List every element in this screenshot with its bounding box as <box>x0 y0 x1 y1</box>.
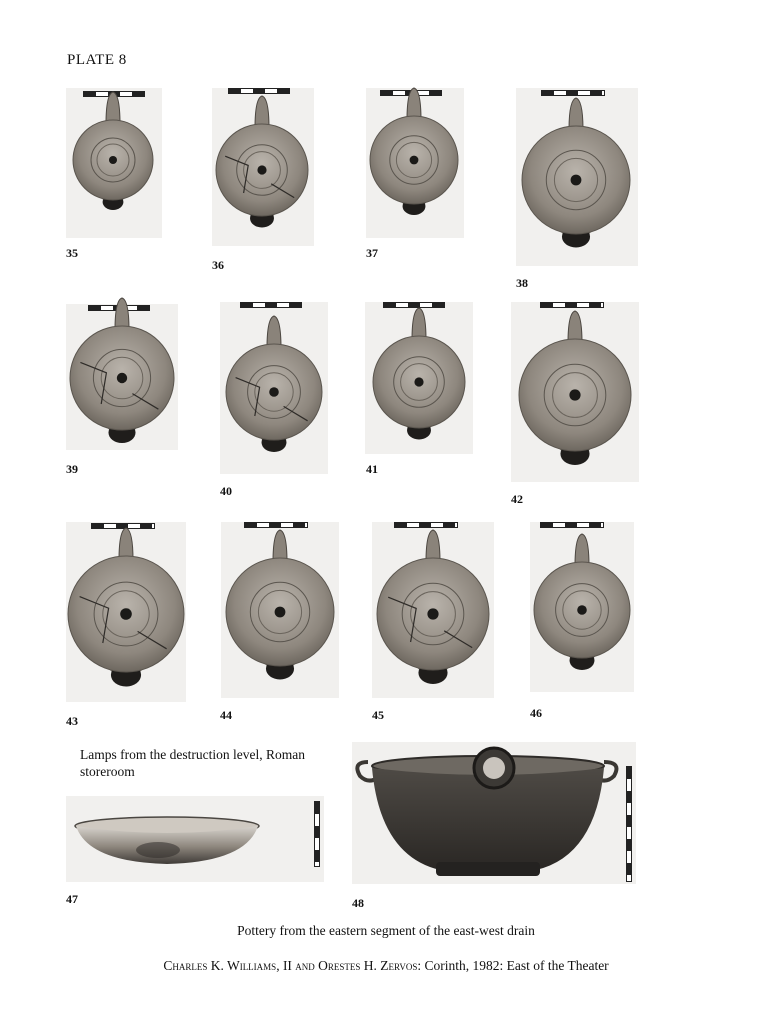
dish-47 <box>75 817 259 864</box>
figure-number: 42 <box>511 492 523 506</box>
lamp-46 <box>534 534 630 670</box>
lamp-41 <box>373 308 465 439</box>
figure-number: 39 <box>66 462 78 476</box>
lamps-caption-line-1: Lamps from the destruction level, Roman <box>80 747 305 762</box>
lamp-43 <box>68 528 184 687</box>
figure-number: 41 <box>366 462 378 476</box>
figure-number: 36 <box>212 258 224 272</box>
figure-number: 46 <box>530 706 542 720</box>
lamp-44 <box>226 530 334 680</box>
lamp-42 <box>519 311 631 465</box>
credit-authors: Charles K. Williams, II and Orestes H. Zervos <box>163 958 418 973</box>
lamp-45 <box>377 530 489 684</box>
figure-number: 44 <box>220 708 232 722</box>
lamps-caption-line-2: storeroom <box>80 764 135 779</box>
figure-number: 37 <box>366 246 378 260</box>
pottery-caption: Pottery from the eastern segment of the east-west drain <box>237 923 535 938</box>
figure-number: 40 <box>220 484 232 498</box>
lamp-37 <box>370 88 458 215</box>
lamp-35 <box>73 92 153 210</box>
credit-title: : Corinth, 1982: East of the Theater <box>417 958 609 973</box>
figure-number: 48 <box>352 896 364 910</box>
lamp-40 <box>226 316 322 452</box>
credit-line <box>0 958 772 974</box>
figure-number: 38 <box>516 276 528 290</box>
lamps-caption <box>80 746 305 780</box>
figure-number: 35 <box>66 246 78 260</box>
figure-number: 47 <box>66 892 78 906</box>
lamp-38 <box>522 98 630 248</box>
figure-number: 45 <box>372 708 384 722</box>
lamp-39 <box>70 298 174 443</box>
figure-number: 43 <box>66 714 78 728</box>
bowl-48 <box>357 748 616 876</box>
plate-title: PLATE 8 <box>67 52 127 68</box>
lamp-36 <box>216 96 308 228</box>
